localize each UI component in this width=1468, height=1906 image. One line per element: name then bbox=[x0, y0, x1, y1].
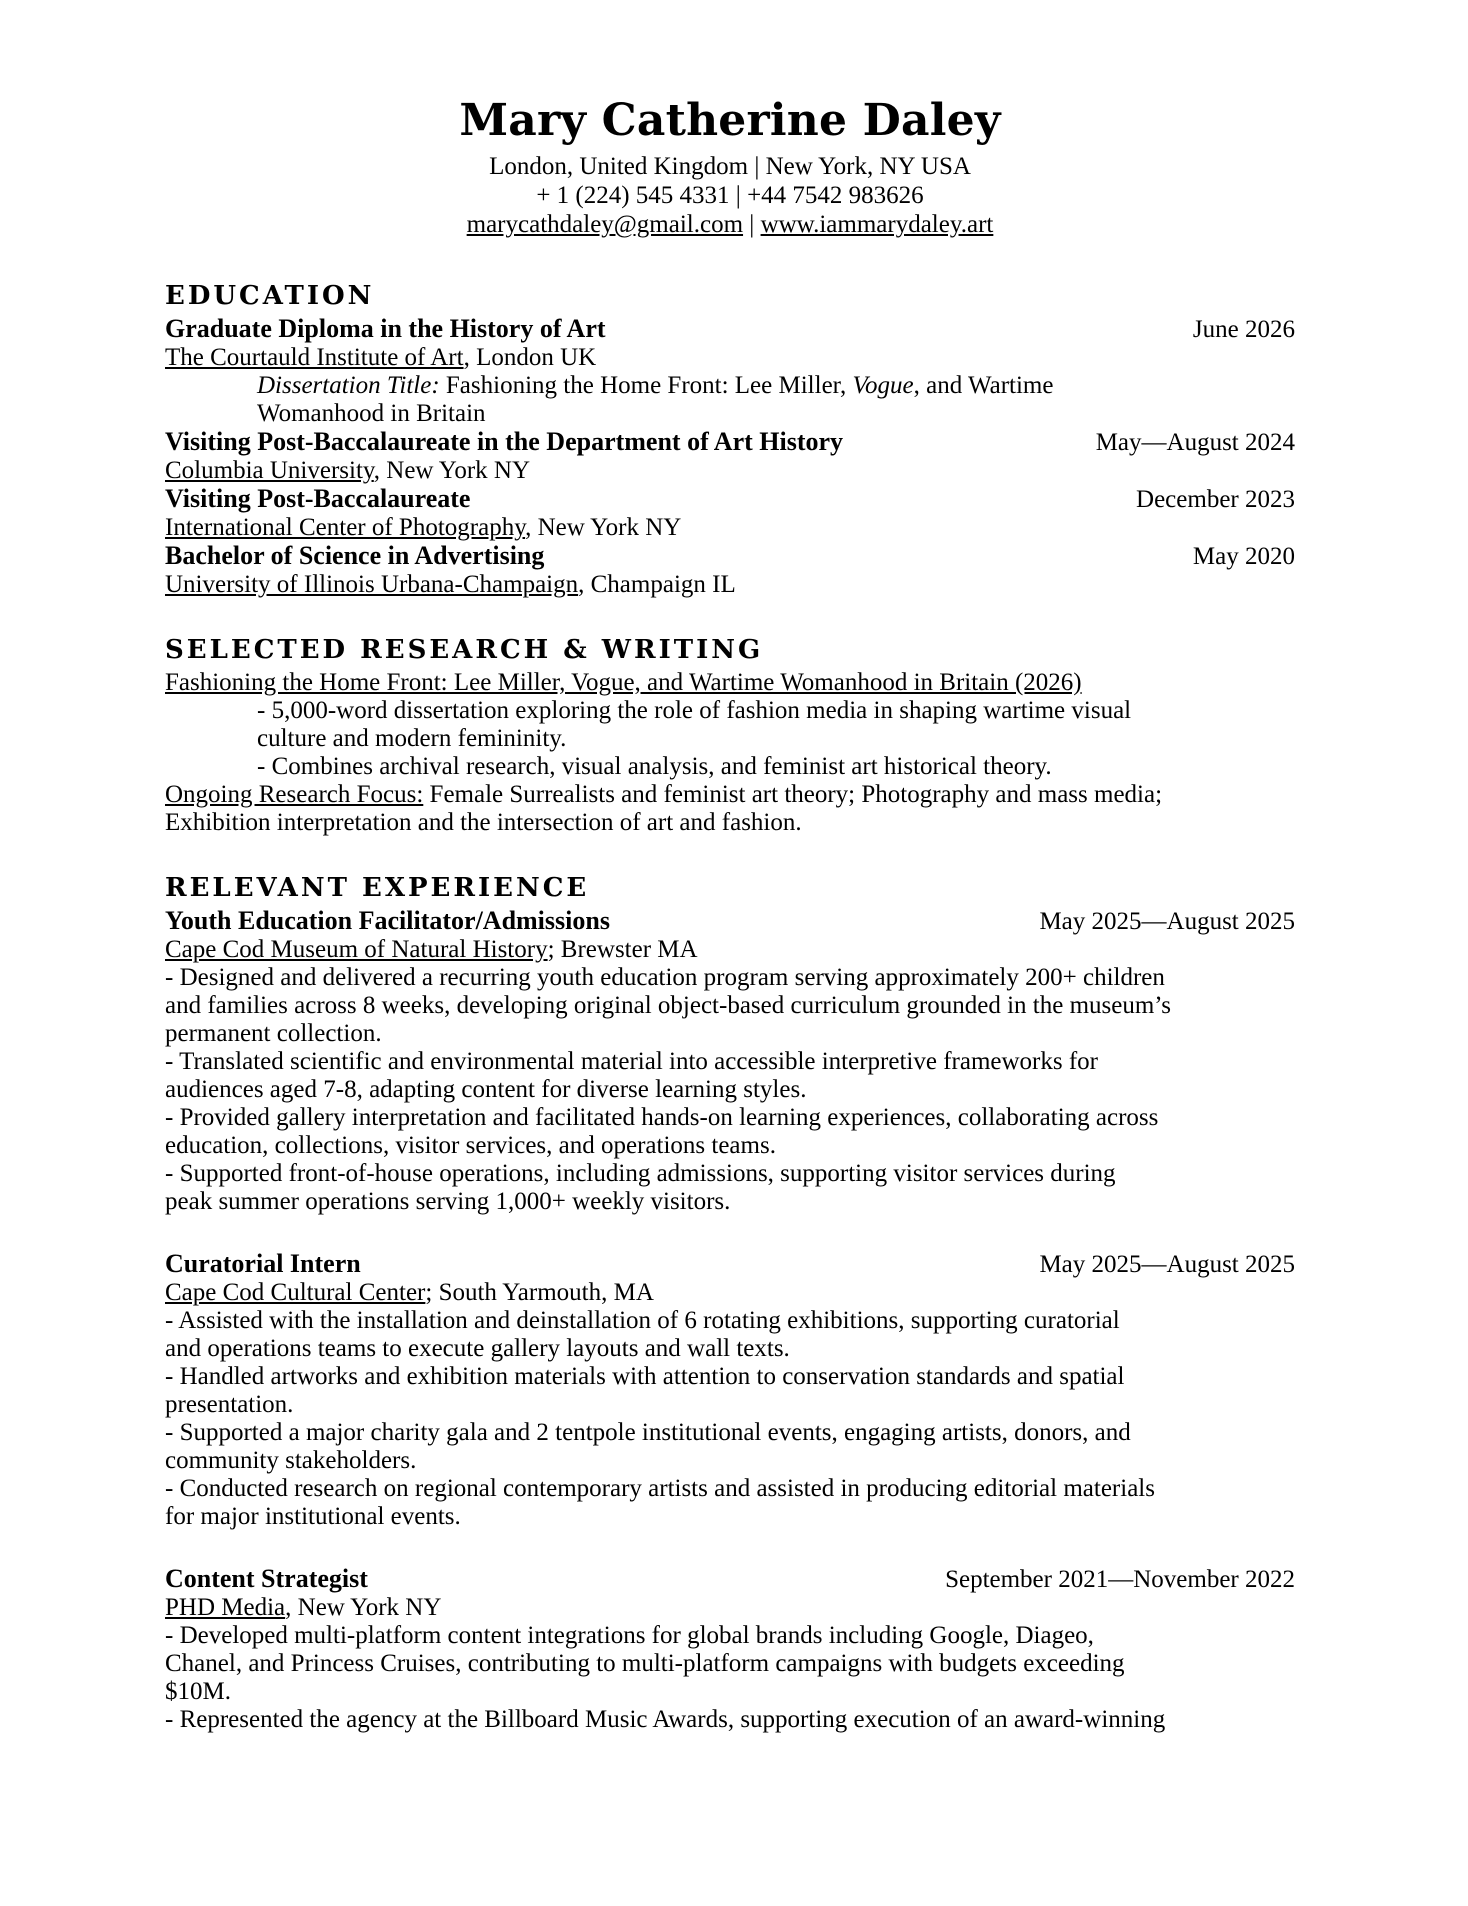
institution-name: The Courtauld Institute of Art bbox=[165, 344, 464, 371]
education-entry bbox=[165, 542, 1295, 599]
job-org: Cape Cod Cultural Center bbox=[165, 1279, 426, 1306]
job-bullet-line: Chanel, and Princess Cruises, contributing to multi-platform campaigns with budgets exceeding bbox=[165, 1650, 1125, 1677]
degree-date: June 2026 bbox=[1192, 316, 1295, 343]
job-role: Youth Education Facilitator/Admissions bbox=[165, 906, 610, 935]
job-bullet-line: and operations teams to execute gallery layouts and wall texts. bbox=[165, 1335, 790, 1362]
job-bullet-line: audiences aged 7-8, adapting content for diverse learning styles. bbox=[165, 1076, 807, 1103]
degree-title: Bachelor of Science in Advertising bbox=[165, 541, 545, 570]
website-link[interactable]: www.iammarydaley.art bbox=[760, 211, 994, 238]
research-focus-label: Ongoing Research Focus: bbox=[165, 781, 424, 808]
institution-location: , New York NY bbox=[373, 457, 531, 484]
research-bullet: - 5,000-word dissertation exploring the role of fashion media in shaping wartime visual bbox=[257, 697, 1132, 724]
research-section bbox=[165, 633, 1295, 837]
job-bullet-line: - Provided gallery interpretation and facilitated hands-on learning experiences, collaborating across bbox=[165, 1104, 1159, 1131]
job-bullet-line: - Conducted research on regional contemporary artists and assisted in producing editorial materials bbox=[165, 1475, 1155, 1502]
job-bullet-line: and families across 8 weeks, developing original object-based curriculum grounded in the museum’s bbox=[165, 992, 1171, 1019]
institution-name: University of Illinois Urbana-Champaign bbox=[165, 571, 579, 598]
job-bullet-line: peak summer operations serving 1,000+ weekly visitors. bbox=[165, 1188, 731, 1215]
institution-location: , Champaign IL bbox=[578, 571, 736, 598]
dissertation-line-2: Womanhood in Britain bbox=[257, 400, 486, 427]
dissertation-text-1: Fashioning the Home Front: Lee Miller, bbox=[439, 372, 853, 399]
job-bullet-line: - Developed multi-platform content integrations for global brands including Google, Diageo, bbox=[165, 1622, 1094, 1649]
job-bullet-line: - Translated scientific and environmental material into accessible interpretive frameworks for bbox=[165, 1048, 1099, 1075]
job-bullet-line: - Assisted with the installation and deinstallation of 6 rotating exhibitions, supporting curatorial bbox=[165, 1307, 1120, 1334]
job-role: Curatorial Intern bbox=[165, 1249, 361, 1278]
job-bullet-line: for major institutional events. bbox=[165, 1503, 461, 1530]
research-bullet-cont: culture and modern femininity. bbox=[257, 725, 567, 752]
education-entry bbox=[165, 485, 1295, 542]
degree-title: Graduate Diploma in the History of Art bbox=[165, 314, 606, 343]
dissertation-line bbox=[165, 372, 1295, 400]
contact-separator: | bbox=[743, 211, 761, 238]
degree-date: May—August 2024 bbox=[1095, 429, 1295, 456]
job-location: , New York NY bbox=[285, 1594, 442, 1621]
job-bullet-line: presentation. bbox=[165, 1391, 294, 1418]
institution-name: International Center of Photography bbox=[165, 514, 526, 541]
dissertation-label: Dissertation Title: bbox=[257, 372, 440, 399]
degree-title: Visiting Post-Baccalaureate bbox=[165, 484, 471, 513]
job-bullet-line: - Designed and delivered a recurring youth education program serving approximately 200+ children bbox=[165, 964, 1165, 991]
job-entry bbox=[165, 907, 1295, 1216]
degree-title: Visiting Post-Baccalaureate in the Department of Art History bbox=[165, 427, 844, 456]
research-focus-text: Female Surrealists and feminist art theory; Photography and mass media; bbox=[423, 781, 1163, 808]
education-entry bbox=[165, 315, 1295, 428]
job-bullet-line: - Represented the agency at the Billboard Music Awards, supporting execution of an award-winning bbox=[165, 1706, 1166, 1733]
job-date: September 2021—November 2022 bbox=[945, 1566, 1295, 1593]
job-date: May 2025—August 2025 bbox=[1039, 908, 1295, 935]
job-org: PHD Media bbox=[165, 1594, 286, 1621]
education-heading: EDUCATION bbox=[165, 281, 375, 311]
research-focus-line-2: Exhibition interpretation and the intersection of art and fashion. bbox=[165, 809, 802, 836]
dissertation-italic: Vogue bbox=[852, 372, 914, 399]
research-work-title: Fashioning the Home Front: Lee Miller, Vogue, and Wartime Womanhood in Britain (2026) bbox=[165, 669, 1082, 696]
institution-name: Columbia University bbox=[165, 457, 374, 484]
job-bullet-line: education, collections, visitor services, and operations teams. bbox=[165, 1132, 776, 1159]
job-bullet-line: - Supported a major charity gala and 2 tentpole institutional events, engaging artists, donors, and bbox=[165, 1419, 1131, 1446]
job-role: Content Strategist bbox=[165, 1564, 368, 1593]
resume-header bbox=[165, 92, 1295, 239]
applicant-name: Mary Catherine Daley bbox=[459, 95, 1001, 146]
resume-page bbox=[165, 92, 1295, 1768]
research-focus-line bbox=[165, 781, 1295, 809]
job-bullet-line: permanent collection. bbox=[165, 1020, 382, 1047]
job-location: ; Brewster MA bbox=[547, 936, 698, 963]
job-entry bbox=[165, 1565, 1295, 1734]
job-bullet-line: community stakeholders. bbox=[165, 1447, 417, 1474]
job-bullet-line: $10M. bbox=[165, 1678, 231, 1705]
job-bullet-line: - Supported front-of-house operations, including admissions, supporting visitor services during bbox=[165, 1160, 1116, 1187]
institution-location: , London UK bbox=[463, 344, 597, 371]
experience-heading: RELEVANT EXPERIENCE bbox=[165, 873, 590, 903]
email-link[interactable]: marycathdaley@gmail.com bbox=[466, 211, 744, 238]
phone-line: + 1 (224) 545 4331 | +44 7542 983626 bbox=[536, 182, 924, 209]
experience-section bbox=[165, 871, 1295, 1734]
institution-location: , New York NY bbox=[525, 514, 682, 541]
job-entry bbox=[165, 1250, 1295, 1531]
location-line: London, United Kingdom | New York, NY USA bbox=[489, 153, 971, 180]
education-entry bbox=[165, 428, 1295, 485]
email-website-line bbox=[165, 210, 1295, 239]
research-heading: SELECTED RESEARCH & WRITING bbox=[165, 635, 764, 665]
research-bullet: - Combines archival research, visual analysis, and feminist art historical theory. bbox=[257, 753, 1052, 780]
degree-date: May 2020 bbox=[1192, 543, 1295, 570]
job-date: May 2025—August 2025 bbox=[1039, 1251, 1295, 1278]
job-bullet-line: - Handled artworks and exhibition materials with attention to conservation standards and spatial bbox=[165, 1363, 1125, 1390]
education-section bbox=[165, 279, 1295, 599]
dissertation-text-2: , and Wartime bbox=[913, 372, 1054, 399]
job-org: Cape Cod Museum of Natural History bbox=[165, 936, 548, 963]
degree-date: December 2023 bbox=[1136, 486, 1295, 513]
job-location: ; South Yarmouth, MA bbox=[425, 1279, 654, 1306]
